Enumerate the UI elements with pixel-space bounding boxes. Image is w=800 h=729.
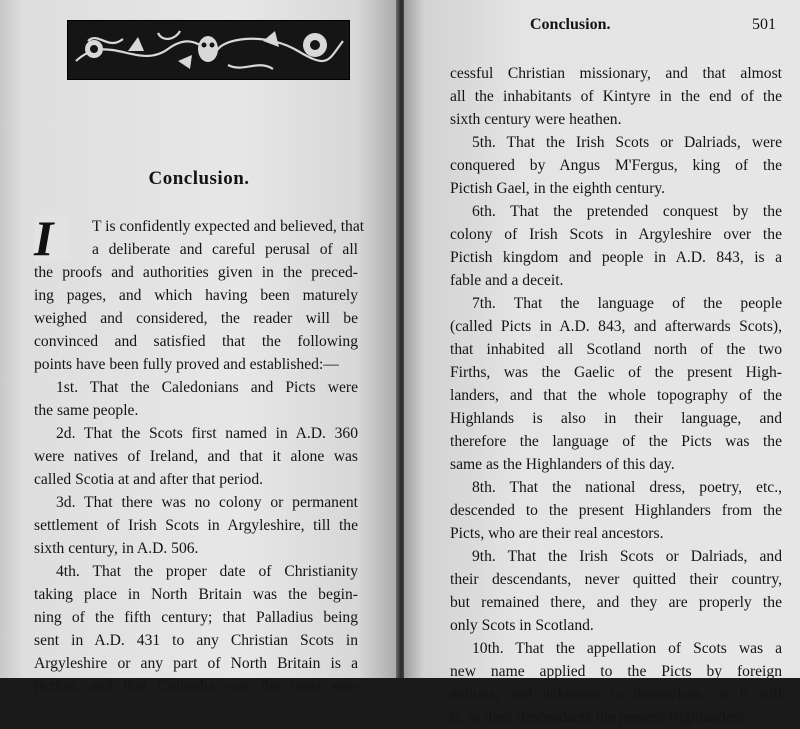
text-line: sixth century were heathen.: [450, 111, 622, 128]
text-line: 7th. That the language of the people: [472, 295, 782, 312]
text-line: conquered by Angus M'Fergus, king of the: [450, 157, 782, 174]
text-line: 9th. That the Irish Scots or Dalriads, and: [472, 548, 782, 565]
text-line: 10th. That the appellation of Scots was a: [472, 640, 782, 657]
text-line: fable and a deceit.: [450, 272, 564, 289]
text-line: weighed and considered, the reader will be: [34, 310, 358, 327]
right-page: [404, 0, 800, 726]
text-line: colony of Irish Scots in Argyleshire over the: [450, 226, 782, 243]
text-line: Picts, who are their real ancestors.: [450, 525, 664, 542]
text-line: were natives of Ireland, and that it alone was: [34, 448, 358, 465]
text-line: is, to their descendants the present Highlanders.: [450, 709, 748, 726]
text-line: nations, and unknown to themselves, as it still: [450, 686, 782, 703]
text-line: convinced and satisfied that the following: [34, 333, 358, 350]
drop-cap: I: [34, 215, 70, 261]
text-line: 1st. That the Caledonians and Picts were: [56, 379, 358, 396]
text-line: same as the Highlanders of this day.: [450, 456, 675, 473]
text-line: 6th. That the pretended conquest by the: [472, 203, 782, 220]
text-line: Pictish Gael, in the eighth century.: [450, 180, 666, 197]
text-line: ning of the fifth century; that Palladius being: [34, 609, 358, 626]
running-head: Conclusion.: [530, 16, 611, 33]
text-line: Argyleshire or any part of North Britain is a: [34, 655, 358, 672]
text-line: Pictish kingdom and people in A.D. 843, is a: [450, 249, 782, 266]
text-line: ing pages, and which having been maturely: [34, 287, 358, 304]
text-line: sixth century, in A.D. 506.: [34, 540, 199, 557]
text-line: 5th. That the Irish Scots or Dalriads, were: [472, 134, 782, 151]
text-line: 2d. That the Scots first named in A.D. 360: [56, 425, 358, 442]
thistle-ornament-icon: [67, 20, 350, 80]
text-line: 8th. That the national dress, poetry, etc.,: [472, 479, 782, 496]
text-line: taking place in North Britain was the begin-: [34, 586, 358, 603]
text-line: fiction; and that Columba was the most suc-: [34, 678, 358, 695]
text-line: that inhabited all Scotland north of the two: [450, 341, 782, 358]
left-page: [0, 0, 398, 695]
text-line: a deliberate and careful perusal of all: [92, 241, 358, 258]
text-line: the proofs and authorities given in the preced-: [34, 264, 358, 281]
text-line: Highlands is also in their language, and: [450, 410, 782, 427]
text-line: cessful Christian missionary, and that almost: [450, 65, 782, 82]
left-body-text: [34, 215, 365, 698]
text-line: points have been fully proved and established:—: [34, 356, 339, 373]
text-line: descended to the present Highlanders from the: [450, 502, 782, 519]
text-line: their descendants, never quitted their country,: [450, 571, 782, 588]
text-line: (called Picts in A.D. 843, and afterwards Scots),: [450, 318, 782, 335]
text-line: all the inhabitants of Kintyre in the end of the: [450, 88, 782, 105]
text-line: landers, and that the whole topography of the: [450, 387, 782, 404]
right-body-text: [450, 62, 782, 729]
text-line: 3d. That there was no colony or permanent: [56, 494, 358, 511]
text-line: called Scotia at and after that period.: [34, 471, 264, 488]
text-line: only Scots in Scotland.: [450, 617, 594, 634]
text-line: T is confidently expected and believed, that: [92, 218, 365, 235]
chapter-title: Conclusion.: [148, 168, 250, 189]
text-line: therefore the language of the Picts was the: [450, 433, 782, 450]
text-line: Firths, was the Gaelic of the present High-: [450, 364, 782, 381]
text-line: 4th. That the proper date of Christianity: [56, 563, 358, 580]
text-line: settlement of Irish Scots in Argyleshire, till the: [34, 517, 358, 534]
text-line: the same people.: [34, 402, 139, 419]
text-line: sent in A.D. 431 to any Christian Scots in: [34, 632, 358, 649]
page-number: 501: [752, 16, 776, 33]
text-line: but remained there, and they are properly the: [450, 594, 782, 611]
text-line: new name applied to the Picts by foreign: [450, 663, 782, 680]
